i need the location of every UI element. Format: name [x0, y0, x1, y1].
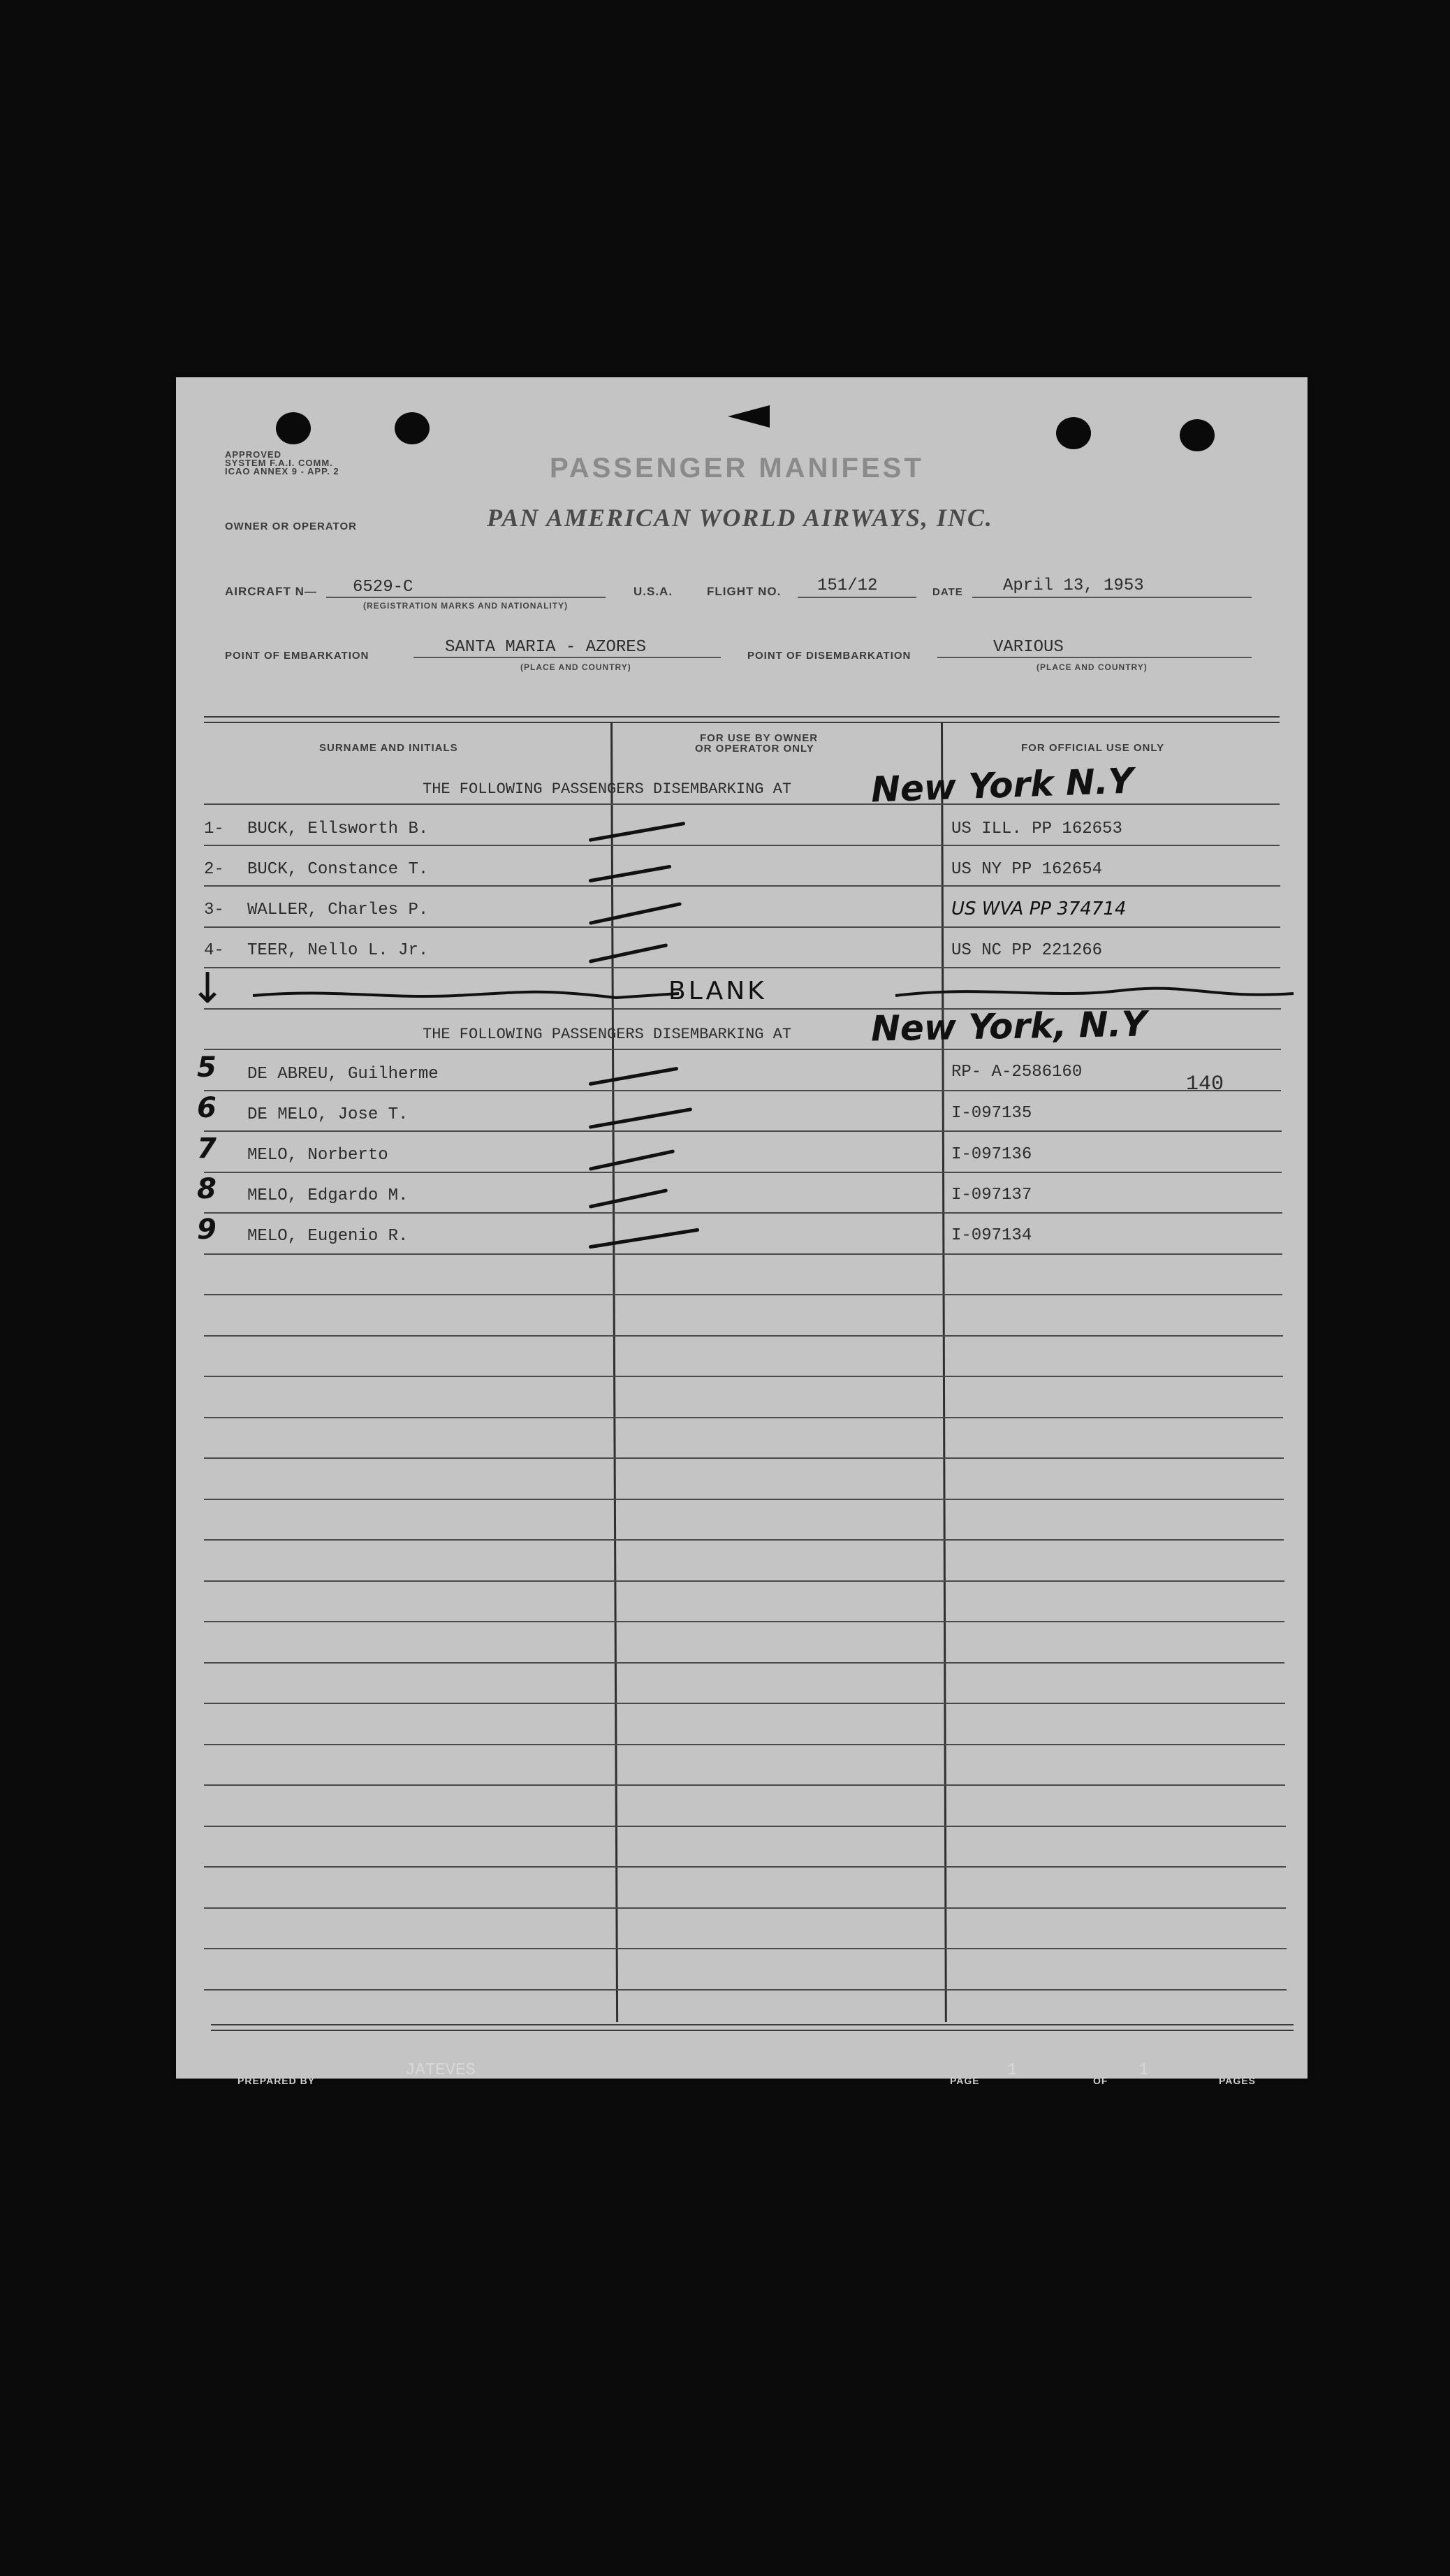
registration-note: (REGISTRATION MARKS AND NATIONALITY) [363, 601, 569, 611]
passenger-name: MELO, Eugenio R. [247, 1227, 409, 1246]
form-rule-line [204, 1621, 1284, 1622]
official-entry: US WVA PP 374714 [951, 898, 1127, 919]
date-label: DATE [932, 586, 963, 598]
page-value: 1 [1007, 2061, 1018, 2080]
form-rule-line [204, 967, 1280, 968]
blank-wavy-line [246, 978, 1308, 1013]
page-label: PAGE [950, 2075, 980, 2086]
manifest-sheet [176, 377, 1308, 2079]
form-rule-line [204, 1539, 1284, 1541]
passenger-name: DE MELO, Jose T. [247, 1105, 409, 1124]
punch-hole [1180, 419, 1215, 451]
aircraft-value: 6529-C [353, 578, 413, 597]
row-number: 8 [197, 1173, 217, 1205]
form-rule-line [204, 1948, 1287, 1949]
row-number: 5 [197, 1051, 217, 1084]
form-rule-line [204, 1172, 1282, 1173]
form-rule-line [204, 1417, 1283, 1418]
punch-hole [276, 412, 311, 444]
official-entry: US NY PP 162654 [951, 860, 1103, 879]
flight-value: 151/12 [817, 576, 878, 595]
check-stroke [588, 865, 671, 883]
date-value: April 13, 1953 [1003, 576, 1144, 595]
form-rule-line [204, 1989, 1287, 1991]
form-rule-line [204, 1253, 1282, 1255]
column-header-official: FOR OFFICIAL USE ONLY [1021, 742, 1165, 754]
disembark-underline [937, 657, 1252, 658]
approval-line: SYSTEM F.A.I. COMM. [225, 458, 333, 468]
column-header-name: SURNAME AND INITIALS [319, 742, 458, 754]
passenger-name: MELO, Edgardo M. [247, 1186, 409, 1205]
form-rule-line [204, 803, 1280, 805]
column-header-owner: FOR USE BY OWNER [700, 732, 819, 744]
handwritten-destination: New York, N.Y [870, 1003, 1148, 1049]
form-rule-line [204, 1130, 1282, 1132]
form-rule-line [204, 1335, 1283, 1337]
of-value: 1 [1138, 2061, 1149, 2080]
disembark-label: POINT OF DISEMBARKATION [747, 650, 911, 662]
passenger-name: BUCK, Constance T. [247, 860, 429, 879]
column-header-owner: OR OPERATOR ONLY [695, 743, 814, 755]
check-stroke [589, 1107, 693, 1129]
row-number: 2- [204, 860, 224, 879]
form-rule-line [204, 1907, 1286, 1909]
table-bottom-rule [211, 2024, 1294, 2025]
row-number: 1- [204, 820, 224, 838]
form-rule-line [204, 1703, 1285, 1704]
disembark-value: VARIOUS [993, 638, 1064, 657]
official-entry: I-097137 [951, 1186, 1032, 1205]
form-rule-line [204, 926, 1280, 928]
form-rule-line [204, 1744, 1285, 1745]
form-rule-line [204, 1499, 1284, 1500]
form-rule-line [204, 1662, 1284, 1664]
passenger-name: MELO, Norberto [247, 1146, 388, 1165]
check-stroke [589, 1067, 679, 1086]
form-rule-line [204, 1212, 1282, 1214]
form-rule-line [204, 1784, 1285, 1786]
embark-underline [413, 657, 721, 658]
embark-value: SANTA MARIA - AZORES [445, 638, 647, 657]
handwritten-destination: New York N.Y [870, 760, 1134, 810]
aircraft-label: AIRCRAFT N— [225, 585, 317, 598]
date-underline [972, 597, 1252, 598]
table-bottom-rule [211, 2030, 1294, 2031]
usa-label: U.S.A. [634, 585, 673, 598]
row-number: 9 [197, 1214, 217, 1246]
official-entry: I-097135 [951, 1104, 1032, 1123]
check-stroke [589, 1149, 675, 1171]
margin-note: 140 [1186, 1072, 1224, 1096]
check-stroke [589, 822, 686, 842]
of-label: OF [1093, 2075, 1108, 2086]
flight-underline [798, 597, 916, 598]
passenger-name: DE ABREU, Guilherme [247, 1065, 439, 1084]
check-stroke [589, 1188, 668, 1209]
pages-label: PAGES [1219, 2075, 1256, 2086]
blank-text: BLANK [668, 977, 767, 1005]
page-title: PASSENGER MANIFEST [550, 453, 924, 483]
form-rule-line [204, 845, 1280, 846]
row-number: 3- [204, 901, 224, 919]
check-stroke [589, 902, 682, 925]
form-rule-line [204, 1294, 1282, 1295]
down-arrow-icon: ↓ [190, 964, 226, 1013]
prepared-label: PREPARED BY [237, 2075, 316, 2086]
check-stroke [589, 1228, 700, 1249]
row-number: 6 [197, 1092, 217, 1124]
official-entry: RP- A-2586160 [951, 1063, 1083, 1082]
aircraft-underline [326, 597, 606, 598]
table-top-rule [204, 716, 1280, 718]
prepared-value: JATEVES [405, 2061, 476, 2080]
passenger-name: TEER, Nello L. Jr. [247, 941, 429, 960]
approval-line: APPROVED [225, 449, 281, 460]
form-rule-line [204, 1826, 1286, 1827]
passenger-name: BUCK, Ellsworth B. [247, 820, 429, 838]
place-note-disembark: (PLACE AND COUNTRY) [1037, 662, 1148, 672]
form-rule-line [204, 885, 1280, 887]
section-heading: THE FOLLOWING PASSENGERS DISEMBARKING AT [423, 1026, 792, 1043]
form-rule-line [204, 1580, 1284, 1582]
approval-line: ICAO ANNEX 9 - APP. 2 [225, 466, 339, 476]
check-stroke [589, 943, 668, 963]
official-entry: I-097134 [951, 1226, 1032, 1245]
punch-hole [395, 412, 430, 444]
arrow-mark-icon [728, 405, 770, 428]
operator-name: PAN AMERICAN WORLD AIRWAYS, INC. [487, 504, 993, 532]
place-note-embark: (PLACE AND COUNTRY) [520, 662, 631, 672]
official-entry: US NC PP 221266 [951, 941, 1103, 960]
section-heading: THE FOLLOWING PASSENGERS DISEMBARKING AT [423, 780, 792, 798]
passenger-name: WALLER, Charles P. [247, 901, 429, 919]
punch-hole [1056, 417, 1091, 449]
table-top-rule [204, 722, 1280, 723]
form-rule-line [204, 1090, 1281, 1091]
row-number: 7 [197, 1133, 217, 1165]
owner-label: OWNER OR OPERATOR [225, 521, 357, 532]
form-rule-line [204, 1457, 1284, 1459]
row-number: 4- [204, 941, 224, 960]
embark-label: POINT OF EMBARKATION [225, 650, 369, 662]
official-entry: I-097136 [951, 1145, 1032, 1164]
form-rule-line [204, 1049, 1281, 1050]
official-entry: US ILL. PP 162653 [951, 820, 1122, 838]
form-rule-line [204, 1376, 1283, 1377]
flight-label: FLIGHT NO. [707, 585, 782, 598]
form-rule-line [204, 1866, 1286, 1868]
